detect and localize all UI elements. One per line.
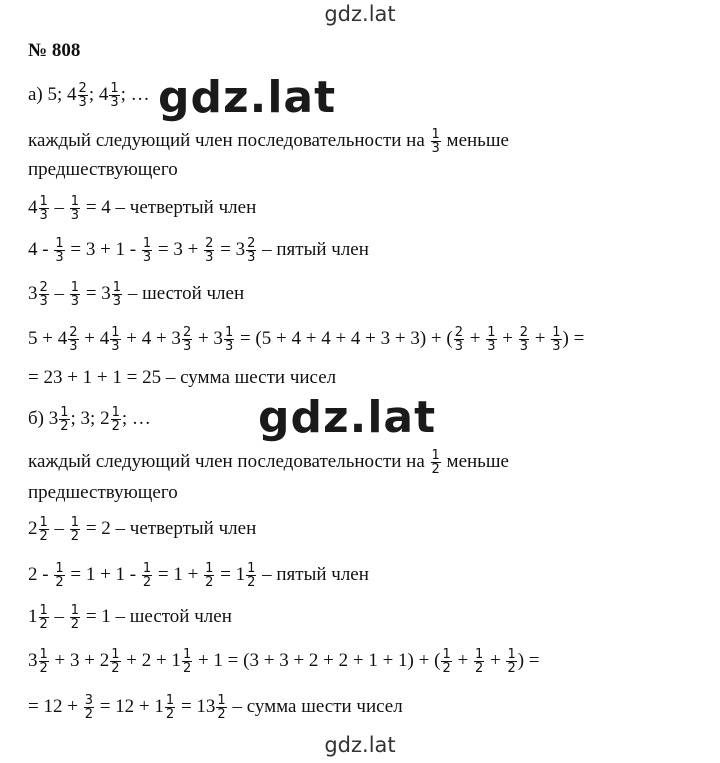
solution-line — [28, 447, 509, 477]
fraction — [112, 281, 122, 308]
text-segment: 4 — [28, 197, 38, 218]
fraction — [70, 195, 80, 222]
fraction-denominator: 3 — [247, 249, 256, 265]
text-segment: б) 3 — [28, 408, 59, 429]
solution-line — [28, 478, 178, 508]
text-segment: 2 - — [28, 564, 54, 585]
fraction — [39, 604, 49, 631]
fraction-numerator: 1 — [111, 646, 120, 662]
solution-line — [28, 80, 150, 110]
solution-line — [28, 560, 369, 590]
site-header: gdz.lat — [324, 2, 396, 26]
fraction — [224, 326, 234, 353]
fraction — [39, 516, 49, 543]
solution-line — [28, 235, 369, 265]
fraction-numerator: 2 — [519, 324, 528, 340]
fraction — [111, 406, 121, 433]
text-segment: а) 5; 4 — [28, 84, 77, 105]
fraction-numerator: 1 — [111, 404, 120, 420]
fraction-denominator: 2 — [70, 528, 80, 544]
text-segment: каждый следующий член последовательности на — [28, 130, 430, 151]
solution-line — [28, 363, 336, 393]
text-segment: меньше — [441, 130, 509, 151]
text-segment: ) = — [517, 650, 540, 671]
text-segment: – пятый член — [257, 239, 369, 260]
text-segment: предшествующего — [28, 159, 178, 180]
fraction — [182, 326, 192, 353]
fraction — [70, 604, 80, 631]
text-segment: = 3 — [81, 283, 111, 304]
text-segment: + 1 = (3 + 3 + 2 + 2 + 1 + 1) + ( — [193, 650, 441, 671]
fraction-denominator: 2 — [142, 574, 152, 590]
fraction — [54, 562, 64, 589]
fraction-denominator: 3 — [552, 338, 561, 354]
fraction — [39, 195, 49, 222]
fraction-denominator: 3 — [39, 293, 48, 309]
fraction-denominator: 2 — [431, 461, 440, 477]
fraction-numerator: 1 — [142, 560, 152, 576]
solution-line — [28, 692, 403, 722]
fraction — [142, 237, 152, 264]
fraction-numerator: 1 — [39, 193, 48, 209]
fraction-denominator: 2 — [84, 706, 93, 722]
fraction-denominator: 2 — [247, 574, 256, 590]
text-segment: = 4 – четвертый член — [81, 197, 257, 218]
solution-line — [28, 324, 584, 354]
fraction-numerator: 2 — [69, 324, 78, 340]
fraction — [519, 326, 529, 353]
fraction — [204, 237, 214, 264]
fraction — [109, 82, 119, 109]
fraction-denominator: 2 — [39, 616, 48, 632]
fraction-denominator: 3 — [55, 249, 64, 265]
fraction — [431, 128, 441, 155]
fraction-denominator: 3 — [70, 207, 80, 223]
fraction-numerator: 1 — [39, 646, 48, 662]
fraction — [39, 281, 49, 308]
text-segment: ) = — [562, 328, 585, 349]
text-segment: 3 — [28, 283, 38, 304]
fraction-denominator: 2 — [442, 660, 451, 676]
fraction-numerator: 1 — [247, 560, 256, 576]
solution-line — [28, 126, 509, 156]
fraction — [70, 516, 80, 543]
fraction-denominator: 3 — [224, 338, 234, 354]
fraction — [454, 326, 464, 353]
fraction-denominator: 2 — [60, 418, 69, 434]
fraction-numerator: 1 — [60, 404, 69, 420]
text-segment: меньше — [441, 451, 509, 472]
fraction — [39, 648, 49, 675]
fraction-numerator: 1 — [442, 646, 451, 662]
fraction — [84, 694, 94, 721]
solution-line — [28, 404, 151, 434]
fraction — [431, 449, 441, 476]
fraction — [486, 326, 496, 353]
text-segment: = 1 — [215, 564, 246, 585]
fraction-denominator: 2 — [70, 616, 80, 632]
text-segment: = 12 + 1 — [94, 696, 164, 717]
fraction-denominator: 3 — [454, 338, 463, 354]
fraction — [165, 694, 175, 721]
fraction-numerator: 1 — [55, 235, 64, 251]
fraction-denominator: 2 — [39, 528, 48, 544]
fraction — [204, 562, 214, 589]
fraction-numerator: 1 — [205, 560, 214, 576]
fraction-denominator: 3 — [39, 207, 48, 223]
fraction-numerator: 2 — [247, 235, 256, 251]
fraction — [70, 281, 80, 308]
text-segment: 4 - — [28, 239, 54, 260]
fraction — [246, 562, 256, 589]
fraction — [59, 406, 69, 433]
fraction-numerator: 2 — [78, 80, 87, 96]
text-segment: = 23 + 1 + 1 = 25 – сумма шести чисел — [28, 367, 337, 388]
fraction-numerator: 2 — [454, 324, 463, 340]
text-segment: = 2 – четвертый член — [81, 518, 257, 539]
text-segment: = 3 + — [153, 239, 204, 260]
fraction-denominator: 3 — [519, 338, 528, 354]
fraction-numerator: 1 — [39, 514, 48, 530]
watermark: gdz.lat — [258, 392, 437, 443]
fraction-denominator: 3 — [487, 338, 496, 354]
text-segment: + — [530, 328, 551, 349]
fraction — [506, 648, 516, 675]
fraction — [110, 326, 120, 353]
fraction-numerator: 3 — [84, 692, 93, 708]
text-segment: = 12 + — [28, 696, 83, 717]
text-segment: = (5 + 4 + 4 + 4 + 3 + 3) + ( — [235, 328, 453, 349]
text-segment: ; 3; 2 — [70, 408, 110, 429]
text-segment: = 3 + 1 - — [65, 239, 141, 260]
fraction-denominator: 2 — [205, 574, 214, 590]
fraction-denominator: 2 — [111, 418, 120, 434]
text-segment: + — [465, 328, 486, 349]
fraction-numerator: 1 — [70, 514, 80, 530]
fraction — [68, 326, 78, 353]
text-segment: ; 4 — [88, 84, 109, 105]
text-segment: предшествующего — [28, 482, 178, 503]
text-segment: + 3 + 2 — [49, 650, 110, 671]
fraction-numerator: 1 — [55, 560, 64, 576]
fraction — [54, 237, 64, 264]
solution-line — [28, 193, 256, 223]
fraction-denominator: 3 — [78, 94, 87, 110]
fraction-numerator: 1 — [431, 126, 440, 142]
fraction-numerator: 1 — [487, 324, 496, 340]
fraction-denominator: 3 — [431, 140, 440, 156]
fraction — [110, 648, 120, 675]
text-segment: – — [49, 197, 69, 218]
solution-line — [28, 514, 256, 544]
fraction — [474, 648, 484, 675]
text-segment: 2 — [28, 518, 38, 539]
text-segment: = 3 — [215, 239, 246, 260]
fraction-numerator: 1 — [507, 646, 516, 662]
text-segment: = 1 – шестой член — [81, 606, 232, 627]
text-segment: – — [49, 283, 69, 304]
fraction-numerator: 1 — [142, 235, 152, 251]
fraction-denominator: 3 — [69, 338, 78, 354]
fraction-numerator: 2 — [205, 235, 214, 251]
fraction-denominator: 2 — [55, 574, 64, 590]
fraction-denominator: 2 — [182, 660, 192, 676]
text-segment: – сумма шести чисел — [227, 696, 403, 717]
fraction-denominator: 2 — [217, 706, 226, 722]
text-segment: + 4 — [79, 328, 110, 349]
fraction-numerator: 1 — [111, 324, 120, 340]
fraction — [216, 694, 226, 721]
fraction-numerator: 1 — [182, 646, 192, 662]
fraction-denominator: 3 — [205, 249, 214, 265]
text-segment: = 13 — [176, 696, 216, 717]
text-segment: – — [49, 518, 69, 539]
fraction-denominator: 3 — [110, 94, 119, 110]
text-segment: = 1 + 1 - — [65, 564, 141, 585]
site-footer: gdz.lat — [324, 733, 396, 757]
fraction — [246, 237, 256, 264]
text-segment: + — [485, 650, 506, 671]
fraction-denominator: 3 — [112, 293, 122, 309]
fraction-denominator: 3 — [182, 338, 192, 354]
text-segment: – — [49, 606, 69, 627]
fraction-numerator: 1 — [431, 447, 440, 463]
fraction — [441, 648, 451, 675]
text-segment: 1 — [28, 606, 38, 627]
text-segment: ; … — [120, 84, 150, 105]
text-segment: + — [452, 650, 473, 671]
text-segment: + 4 + 3 — [121, 328, 181, 349]
solution-line — [28, 155, 178, 185]
fraction-numerator: 1 — [552, 324, 561, 340]
fraction-denominator: 3 — [142, 249, 152, 265]
fraction-denominator: 2 — [165, 706, 175, 722]
fraction-numerator: 2 — [39, 279, 48, 295]
text-segment: 5 + 4 — [28, 328, 68, 349]
solution-line — [28, 602, 232, 632]
fraction-denominator: 2 — [111, 660, 120, 676]
fraction-numerator: 1 — [39, 602, 48, 618]
fraction — [78, 82, 88, 109]
fraction — [142, 562, 152, 589]
fraction — [182, 648, 192, 675]
fraction-denominator: 2 — [39, 660, 48, 676]
text-segment: + 3 — [193, 328, 223, 349]
fraction-denominator: 2 — [474, 660, 484, 676]
fraction-numerator: 1 — [70, 279, 80, 295]
text-segment: + — [497, 328, 518, 349]
fraction-numerator: 1 — [70, 602, 80, 618]
solution-line — [28, 279, 244, 309]
fraction-denominator: 2 — [507, 660, 516, 676]
solution-line — [28, 646, 540, 676]
text-segment: – шестой член — [123, 283, 245, 304]
text-segment: 3 — [28, 650, 38, 671]
fraction-numerator: 1 — [70, 193, 80, 209]
fraction-numerator: 1 — [474, 646, 484, 662]
fraction-denominator: 3 — [70, 293, 80, 309]
fraction-numerator: 2 — [182, 324, 192, 340]
fraction-numerator: 1 — [165, 692, 175, 708]
fraction-numerator: 1 — [224, 324, 234, 340]
fraction-numerator: 1 — [112, 279, 122, 295]
fraction-numerator: 1 — [217, 692, 226, 708]
watermark: gdz.lat — [158, 72, 337, 123]
fraction-denominator: 3 — [111, 338, 120, 354]
text-segment: + 2 + 1 — [121, 650, 181, 671]
text-segment: = 1 + — [153, 564, 204, 585]
fraction — [551, 326, 561, 353]
text-segment: ; … — [121, 408, 151, 429]
fraction-numerator: 1 — [110, 80, 119, 96]
text-segment: – пятый член — [257, 564, 369, 585]
text-segment: каждый следующий член последовательности на — [28, 451, 430, 472]
problem-number: № 808 — [28, 40, 81, 61]
